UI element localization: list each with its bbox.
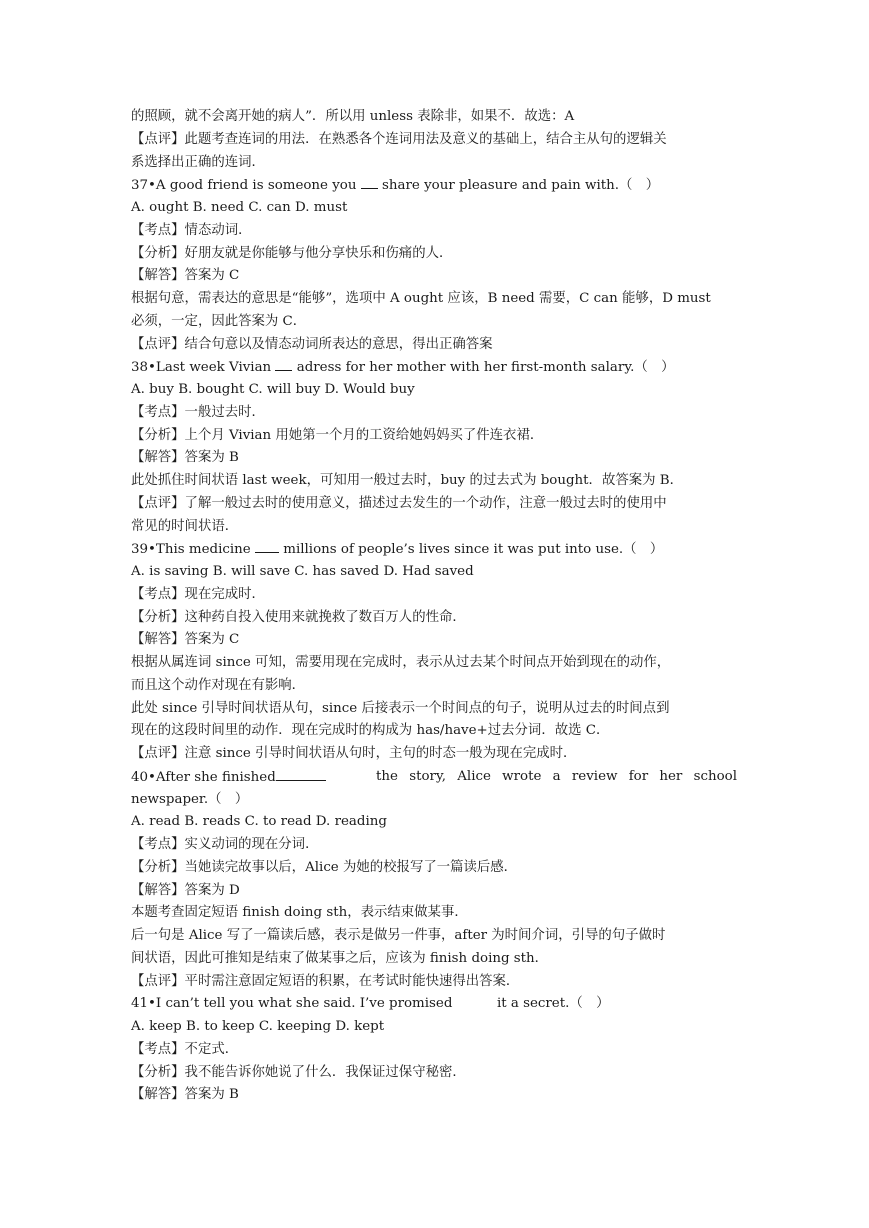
dianping-37: 【点评】结合句意以及情态动词所表达的意思，得出正确答案 [131,336,493,352]
answer-blank [255,538,279,553]
jieda-37: 【解答】答案为 C [131,268,240,284]
options-40: A. read B. reads C. to read D. reading [131,814,387,830]
explanation-line: 根据句意，需表达的意思是“能够”，选项中 A ought 应该，B need 需要，C can 能够，D must [131,291,711,306]
jieda-40: 【解答】答案为 D [131,882,240,898]
comment-line: 系选择出正确的连词． [131,154,265,170]
options-41: A. keep B. to keep C. keeping D. kept [131,1019,385,1034]
text-line: 的照顾，就不会离开她的病人”．所以用 unless 表除非，如果不．故选：A [131,109,575,124]
explanation-line: 此处抓住时间状语 last week，可知用一般过去时，buy 的过去式为 bought．故答案为 B． [131,473,683,488]
document-body [131,106,737,1107]
explanation-line: 此处 since 引导时间状语从句，since 后接表示一个时间点的句子，说明从过去的时间点到 [131,700,670,716]
explanation-line: 间状语，因此可推知是结束了做某事之后，应该为 finish doing sth． [131,950,549,966]
fenxi-38: 【分析】上个月 Vivian 用她第一个月的工资给她妈妈买了件连衣裙． [131,427,544,443]
question-38: 38•Last week Vivian adress for her mother with her first-month salary.（ ） [131,356,737,379]
options-38: A. buy B. bought C. will buy D. Would buy [131,382,415,397]
dianping-38: 常见的时间状语． [131,518,239,534]
kaodian-40: 【考点】实义动词的现在分词． [131,837,319,852]
explanation-line: 后一句是 Alice 写了一篇读后感，表示是做另一件事，after 为时间介词，引导的句子做时 [131,928,666,943]
explanation-line: 必须，一定，因此答案为 C． [131,313,307,329]
question-39: 39•This medicine millions of people’s lives since it was put into use.（ ） [131,538,737,561]
answer-blank [276,766,326,781]
kaodian-38: 【考点】一般过去时． [131,404,265,420]
explanation-line: 而且这个动作对现在有影响． [131,677,306,693]
comment-line: 【点评】此题考查连词的用法．在熟悉各个连词用法及意义的基础上，结合主从句的逻辑关 [131,131,667,147]
question-40-continued: newspaper.（ ） [131,791,249,807]
question-41: 41•I can’t tell you what she said. I’ve promised it a secret.（ ） [131,996,610,1012]
explanation-line: 根据从属连词 since 可知，需要用现在完成时，表示从过去某个时间点开始到现在的动作， [131,655,671,670]
options-39: A. is saving B. will save C. has saved D. Had saved [131,564,474,579]
fenxi-41: 【分析】我不能告诉你她说了什么．我保证过保守秘密． [131,1064,466,1080]
fenxi-39: 【分析】这种药自投入使用来就挽救了数百万人的性命． [131,609,466,625]
question-40: 40•After she finished the story, Alice wrote a review for her school [131,766,737,789]
fenxi-40: 【分析】当她读完故事以后，Alice 为她的校报写了一篇读后感． [131,859,518,875]
jieda-38: 【解答】答案为 B [131,450,239,466]
jieda-41: 【解答】答案为 B [131,1087,239,1103]
jieda-39: 【解答】答案为 C [131,632,240,648]
dianping-38: 【点评】了解一般过去时的使用意义，描述过去发生的一个动作，注意一般过去时的使用中 [131,495,667,511]
question-37: 37•A good friend is someone you share your pleasure and pain with.（ ） [131,174,737,197]
kaodian-39: 【考点】现在完成时． [131,586,265,602]
explanation-line: 本题考查固定短语 finish doing sth，表示结束做某事． [131,905,468,921]
dianping-40: 【点评】平时需注意固定短语的积累，在考试时能快速得出答案． [131,973,520,989]
kaodian-37: 【考点】情态动词． [131,222,252,238]
answer-blank [275,356,292,371]
dianping-39: 【点评】注意 since 引导时间状语从句时，主句的时态一般为现在完成时． [131,746,577,761]
kaodian-41: 【考点】不定式． [131,1041,239,1057]
fenxi-37: 【分析】好朋友就是你能够与他分享快乐和伤痛的人． [131,245,453,261]
answer-blank [361,174,378,189]
options-37: A. ought B. need C. can D. must [131,200,348,215]
explanation-line: 现在的这段时间里的动作．现在完成时的构成为 has/have+过去分词．故选 C． [131,723,610,739]
